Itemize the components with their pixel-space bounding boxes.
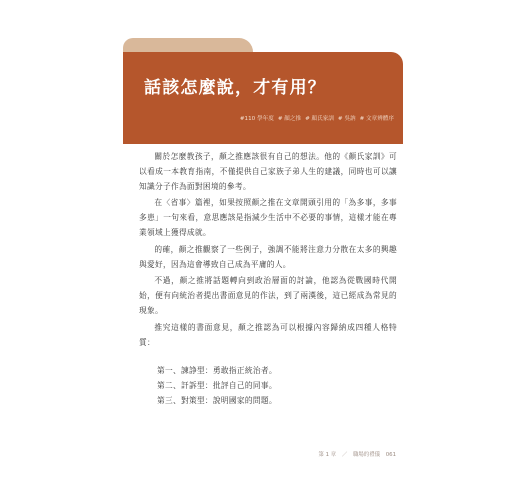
tag: #110 學年度 — [239, 116, 274, 122]
title-banner — [123, 52, 403, 144]
list-item: 第二、訐訴型：批評自己的同事。 — [157, 380, 277, 390]
tag: # 顏之推 — [277, 116, 302, 122]
tag-list — [214, 114, 394, 122]
paragraph: 推究這樣的書面意見，顏之推認為可以根據內容歸納成四種人格特質： — [139, 322, 397, 347]
paragraph: 不過，顏之推將話題轉向到政治層面的討論，他認為從戰國時代開始，便有向統治者提出書面意見的作法，到了兩漢後，這已經成為常見的現象。 — [139, 276, 397, 315]
page-footer — [0, 450, 396, 458]
page-title: 話該怎麼說，才有用？ — [144, 78, 326, 98]
page-number: 061 — [385, 452, 396, 458]
tag: # 吳訥 — [337, 116, 356, 122]
tag: # 顏氏家訓 — [305, 116, 334, 122]
paragraph: 在〈省事〉篇裡，如果按照顏之推在文章開頭引用的「為多事，多事多患」一句來看，意思應該是指減少生活中不必要的事情，這樣才能在專業領域上獲得成就。 — [139, 198, 397, 237]
section-label: 職場的禮儀 — [353, 452, 380, 458]
chapter-label: 第 1 章 — [318, 452, 337, 458]
article-body — [139, 150, 397, 408]
paragraph: 關於怎麼教孩子，顏之推應該很有自己的想法。他的《顏氏家訓》可以看成一本教育指南，不僅提供自己家族子弟人生的建議，同時也可以讓知識分子作為面對困境的參考。 — [139, 152, 397, 191]
list-item: 第一、諫諍型：勇敢指正統治者。 — [157, 366, 277, 376]
personality-type-list — [157, 364, 397, 408]
list-item: 第三、對策型：說明國家的問題。 — [157, 395, 277, 405]
footer-separator: ／ — [341, 452, 348, 458]
paragraph: 的確，顏之推觀察了一些例子，強調不能將注意力分散在太多的興趣與愛好，因為這會導致自己成為平庸的人。 — [139, 244, 397, 269]
tag: # 文章辨體序 — [359, 116, 394, 122]
